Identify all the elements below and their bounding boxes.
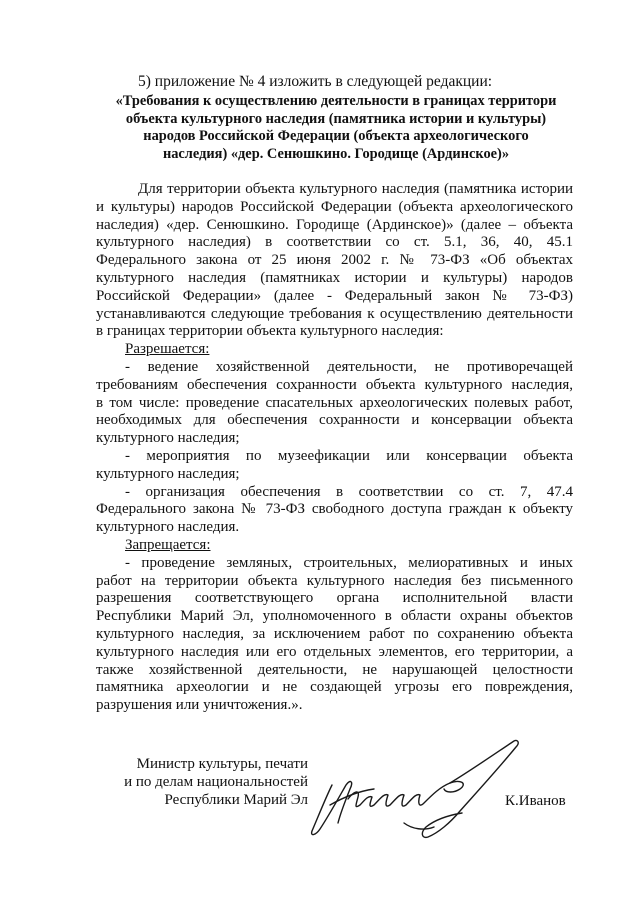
allowed-heading: Разрешается: bbox=[125, 341, 210, 358]
signatory-name: К.Иванов bbox=[505, 793, 566, 809]
forbidden-item bbox=[96, 555, 573, 715]
text-line: устанавливаются следующие требования к осуществлению деятельности bbox=[96, 305, 573, 322]
intro-paragraph bbox=[96, 181, 573, 341]
text-line: памятника археологии и не создающей угрозы его повреждения, bbox=[96, 679, 573, 696]
title-line: объекта культурного наследия (памятника истории и культуры) bbox=[125, 110, 547, 127]
text-line: Федерального закона № 73-ФЗ свободного доступа граждан к объекту bbox=[96, 501, 573, 518]
text-line: культурного наследия; bbox=[96, 465, 240, 482]
document-title bbox=[96, 93, 576, 163]
position-line: Министр культуры, печати bbox=[136, 756, 308, 772]
allowed-item bbox=[96, 359, 573, 448]
text-line: Российской Федерации» (далее - Федеральный закон № 73-ФЗ) bbox=[96, 287, 573, 304]
text-line: культурного наследия, за исключением работ по сохранению объекта bbox=[96, 625, 573, 642]
position-line: Республики Марий Эл bbox=[164, 791, 308, 808]
text-line: - ведение хозяйственной деятельности, не противоречащей bbox=[125, 358, 573, 375]
text-line: культурного наследия) в соответствии со ст. 5.1, 36, 40, 45.1 bbox=[96, 234, 573, 251]
text-line: разрушения или уничтожения.». bbox=[96, 697, 303, 714]
text-line: культурного наследия (памятниках истории и культуры) народов bbox=[96, 269, 573, 286]
document-body bbox=[96, 181, 573, 715]
text-line: - организация обеспечения в соответствии со ст. 7, 47.4 bbox=[125, 483, 573, 500]
text-line: культурного наследия; bbox=[96, 430, 240, 447]
text-line: наследия) «дер. Сенюшкино. Городище (Ардинское)» (далее – объекта bbox=[96, 216, 573, 233]
text-line: культурного наследия или его отдельных элементов, его территории, а bbox=[96, 643, 573, 660]
handwritten-signature bbox=[300, 735, 530, 840]
text-line: разрешения соответствующего органа исполнительной власти bbox=[96, 590, 573, 607]
forbidden-heading: Запрещается: bbox=[125, 536, 211, 553]
text-line: - мероприятия по музеефикации или консервации объекта bbox=[125, 447, 573, 464]
title-line: «Требования к осуществлению деятельности в границах территори bbox=[115, 93, 557, 109]
text-line: и культуры) народов Российской Федерации (объекта археологического bbox=[96, 198, 573, 215]
allowed-item bbox=[96, 448, 573, 484]
allowed-item bbox=[96, 484, 573, 537]
text-line: работ на территории объекта культурного наследия без письменного bbox=[96, 572, 573, 589]
text-line: в том числе: проведение спасательных археологических полевых работ, bbox=[96, 394, 573, 411]
signatory-position bbox=[108, 756, 308, 809]
text-line: необходимых для обеспечения сохранности и консервации объекта bbox=[96, 412, 573, 429]
text-line: культурного наследия. bbox=[96, 519, 240, 536]
title-line: наследия) «дер. Сенюшкино. Городище (Ардинское)» bbox=[162, 145, 510, 162]
title-line: народов Российской Федерации (объекта археологического bbox=[143, 128, 529, 144]
text-line: - проведение земляных, строительных, мелиоративных и иных bbox=[125, 554, 573, 571]
text-line: Для территории объекта культурного наследия (памятника истории bbox=[138, 181, 573, 197]
text-line: Федерального закона от 25 июня 2002 г. № 73-ФЗ «Об объектах bbox=[96, 252, 573, 269]
text-line: также хозяйственной деятельности, не нарушающей целостности bbox=[96, 661, 573, 678]
text-line: в границах территории объекта культурного наследия: bbox=[96, 323, 444, 340]
text-line: требованиям обеспечения сохранности объекта культурного наследия, bbox=[96, 376, 573, 393]
amendment-lead: 5) приложение № 4 изложить в следующей редакции: bbox=[138, 73, 493, 90]
text-line: Республики Марий Эл, уполномоченного в области охраны объектов bbox=[96, 608, 573, 625]
position-line: и по делам национальностей bbox=[124, 773, 308, 790]
